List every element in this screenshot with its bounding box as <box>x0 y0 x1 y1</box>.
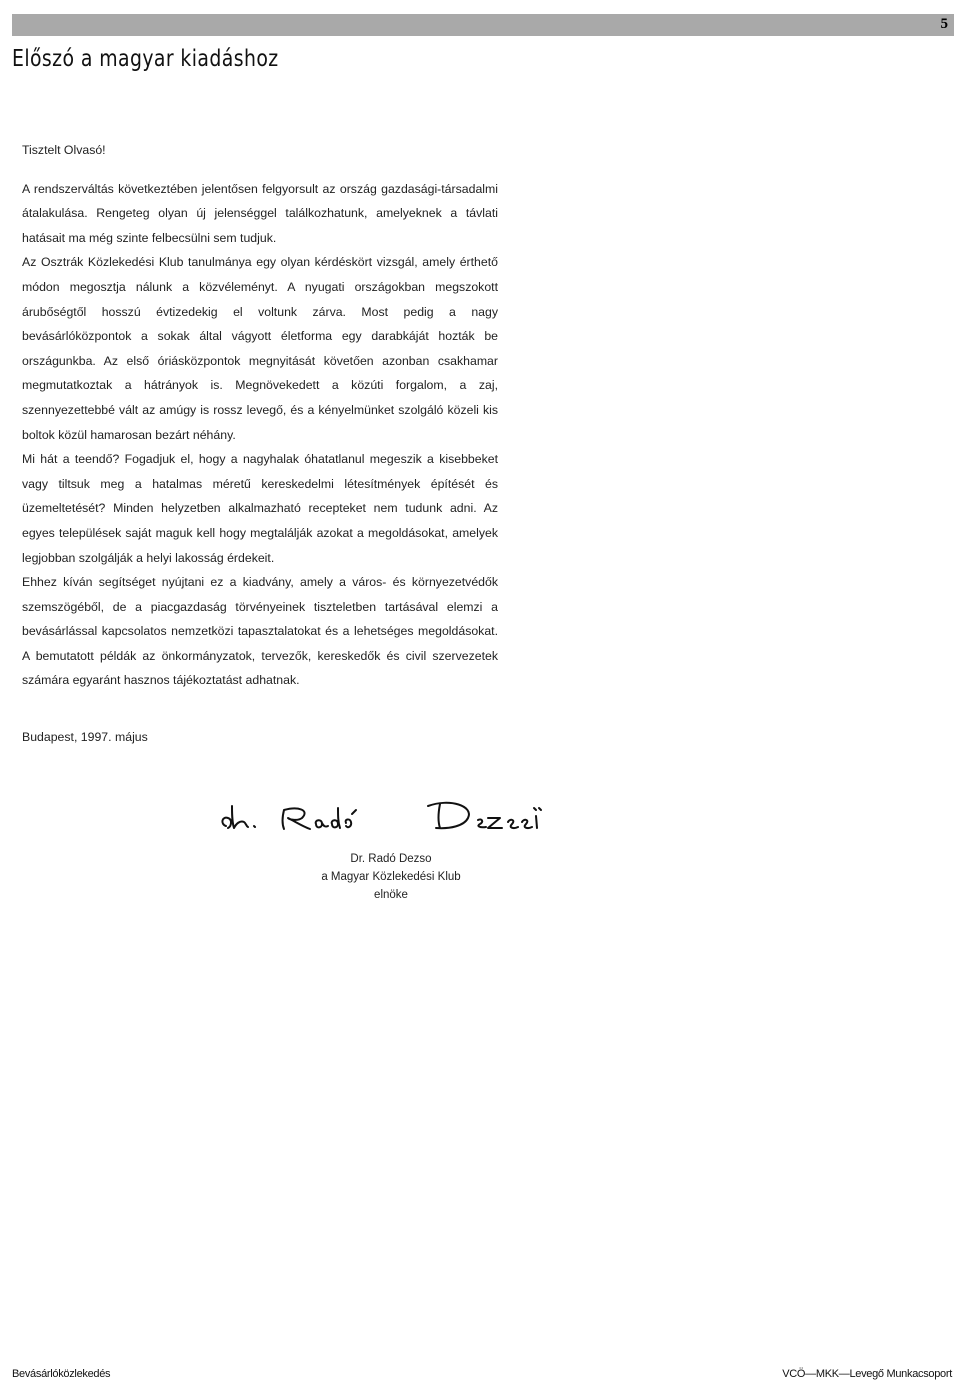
handwritten-signature <box>218 796 548 840</box>
paragraph-4: Ehhez kíván segítséget nyújtani ez a kiadvány, amely a város- és környezetvédők szemszögéből, de a piacgazdaság törvényeinek tiszteletben tartásával elemzi a bevásárlással kapcsolatos nemzetközi tapasztalatokat és a lehetséges megoldásokat. A bemutatott példák az önkormányzatok, tervezők, kereskedők és civil szervezetek számára egyaránt hasznos tájékoztatást adhatnak. <box>22 575 498 688</box>
footer-right-text: VCÖ—MKK—Levegő Munkacsoport <box>782 1368 952 1380</box>
footer-left-text: Bevásárlóközlekedés <box>12 1368 111 1380</box>
paragraph-2: Az Osztrák Közlekedési Klub tanulmánya egy olyan kérdéskört vizsgál, amely érthető módon megosztja nálunk a közvéleményt. A nyugati országokban megszokott árubőségtől hosszú évtizedekig el voltunk zárva. Most pedig a nagy bevásárlóközpontok a sokak által vágyott életforma egy darabkáját hozták be országunkba. Az első óriásközpontok megnyitását követően azonban csakhamar megmutatkoztak a hátrányok is. Megnövekedett a közúti forgalom, a zaj, szennyezettebbé vált az amúgy is rossz levegő, és a kényelmünket szolgáló közeli kis boltok közül hamarosan bezárt néhány. <box>22 255 498 442</box>
dateline: Budapest, 1997. május <box>22 730 148 745</box>
paragraph-3: Mi hát a teendő? Fogadjuk el, hogy a nagyhalak óhatatlanul megeszik a kisebbeket vagy tiltsuk meg a hatalmas méretű kereskedelmi létesítmények építését és üzemeltetését? Minden helyzetben alkalmazható recepteket nem tudunk adni. Az egyes települések saját maguk kell hogy megtalálják azokat a megoldásokat, amelyek legjobban szolgálják a helyi lakosság érdekeit. <box>22 452 498 565</box>
paragraph-1: A rendszerváltás következtében jelentősen felgyorsult az ország gazdasági-társadalmi átalakulása. Rengeteg olyan új jelenséggel találkozhatunk, amelyeknek a távlati hatásait ma még szinte felbecsülni sem tudjuk. <box>22 181 498 245</box>
letter-body <box>22 138 498 750</box>
header-bar <box>12 14 954 36</box>
signatory-name: Dr. Radó Dezso <box>350 853 432 865</box>
salutation: Tisztelt Olvasó! <box>22 143 106 157</box>
signatory-role: elnöke <box>374 889 408 901</box>
signatory-organization: a Magyar Közlekedési Klub <box>321 871 461 883</box>
page-number: 5 <box>940 16 948 32</box>
signatory-block <box>296 850 486 904</box>
page-title: Előszó a magyar kiadáshoz <box>12 46 279 72</box>
